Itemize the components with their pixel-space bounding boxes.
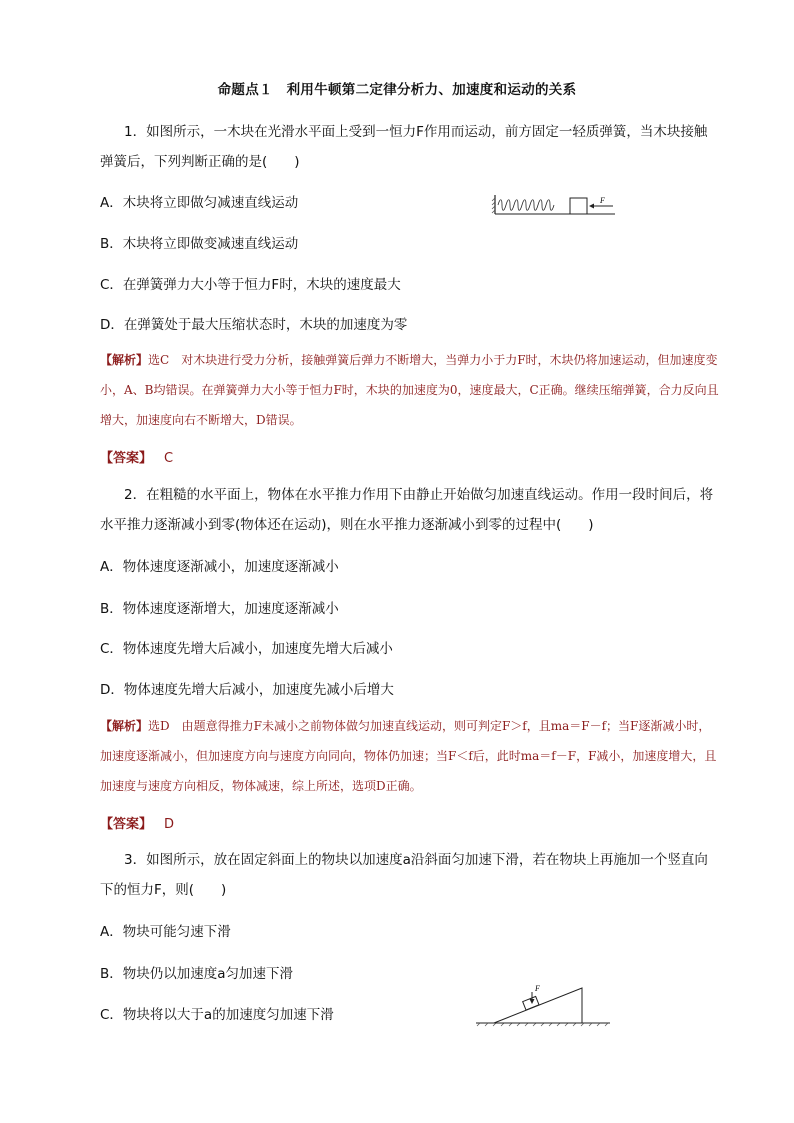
answer-value: C xyxy=(164,451,174,466)
figure-1-force-label: F xyxy=(600,196,605,205)
question-3-stem: 3．如图所示，放在固定斜面上的物块以加速度a沿斜面匀加速下滑，若在物块上再施加一个竖直向下的恒力F，则( ) xyxy=(100,852,708,898)
question-1-option-b: B．木块将立即做变减速直线运动 xyxy=(100,236,299,252)
question-1-stem: 1．如图所示，一木块在光滑水平面上受到一恒力F作用而运动，前方固定一轻质弹簧，当木块接触弹簧后，下列判断正确的是( ) xyxy=(100,124,708,170)
spring-coil xyxy=(498,200,554,211)
block-rect xyxy=(570,198,587,214)
question-3-option-a: A．物块可能匀速下滑 xyxy=(100,924,231,940)
section-title: 命题点１ 利用牛顿第二定律分析力、加速度和运动的关系 xyxy=(217,82,577,98)
question-1-option-d: D．在弹簧处于最大压缩状态时，木块的加速度为零 xyxy=(100,317,408,333)
question-1-option-a: A．木块将立即做匀减速直线运动 xyxy=(100,195,299,211)
explanation-tag: 【解析】 xyxy=(100,719,149,733)
question-1-option-c: C．在弹簧弹力大小等于恒力F时，木块的速度最大 xyxy=(100,277,401,293)
spring-block-figure xyxy=(490,190,620,220)
question-1-answer xyxy=(100,447,173,466)
question-2-option-a: A．物体速度逐渐减小，加速度逐渐减小 xyxy=(100,559,339,575)
figure-3-force-label: F xyxy=(535,984,540,993)
question-3-option-b: B．物块仍以加速度a匀加速下滑 xyxy=(100,966,294,982)
answer-tag: 【答案】 xyxy=(100,817,153,832)
answer-value: D xyxy=(164,817,175,832)
incline-block-figure xyxy=(474,978,614,1028)
explanation-tag: 【解析】 xyxy=(100,353,149,367)
question-2-option-d: D．物体速度先增大后减小，加速度先减小后增大 xyxy=(100,682,394,698)
question-2-option-c: C．物体速度先增大后减小，加速度先增大后减小 xyxy=(100,641,393,657)
question-2-stem: 2．在粗糙的水平面上，物体在水平推力作用下由静止开始做匀加速直线运动。作用一段时间后，将水平推力逐渐减小到零(物体还在运动)，则在水平推力逐渐减小到零的过程中( ) xyxy=(100,487,714,533)
question-2-answer xyxy=(100,813,174,832)
answer-tag: 【答案】 xyxy=(100,451,153,466)
question-3-option-c: C．物块将以大于a的加速度匀加速下滑 xyxy=(100,1007,334,1023)
question-2-option-b: B．物体速度逐渐增大，加速度逐渐减小 xyxy=(100,601,339,617)
explanation-text: 选C 对木块进行受力分析，接触弹簧后弹力不断增大，当弹力小于力F时，木块仍将加速运动，但加速度变小，A、B均错误。在弹簧弹力大小等于恒力F时，木块的加速度为0，速度最大，C正确。继续压缩弹簧，合力反向且增大，加速度向右不断增大，D错误。 xyxy=(100,353,719,427)
question-2-explanation xyxy=(100,711,722,801)
explanation-text: 选D 由题意得推力F未减小之前物体做匀加速直线运动，则可判定F＞f，且ma＝F－f；当F逐渐减小时，加速度逐渐减小，但加速度方向与速度方向同向，物体仍加速；当F＜f后，此时ma＝f－F，F减小，加速度增大，且加速度与速度方向相反，物体减速，综上所述，选项D正确。 xyxy=(100,719,717,793)
question-1-explanation xyxy=(100,345,722,435)
